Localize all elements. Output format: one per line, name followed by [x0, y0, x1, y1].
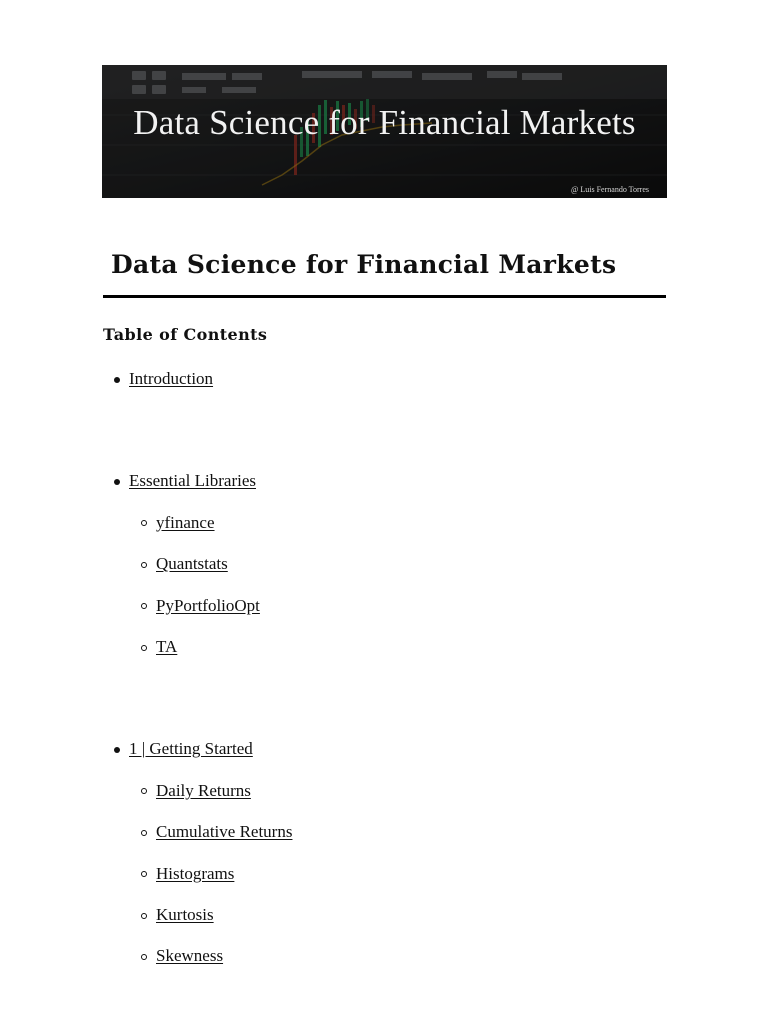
toc-item-introduction — [129, 369, 213, 389]
toc-heading: Table of Contents — [103, 325, 268, 344]
toc-subitem-kurtosis — [156, 905, 214, 925]
toc-link-yfinance[interactable]: yfinance — [156, 513, 215, 532]
bullet-circle-icon — [141, 913, 147, 919]
toc-link-essential-libraries[interactable]: Essential Libraries — [129, 471, 256, 490]
banner-credit: @ Luis Fernando Torres — [571, 185, 649, 194]
toc-link-getting-started[interactable]: 1 | Getting Started — [129, 739, 253, 758]
bullet-circle-icon — [141, 954, 147, 960]
toc-link-ta[interactable]: TA — [156, 637, 178, 656]
toc-item-getting-started — [129, 739, 253, 759]
banner-title: Data Science for Financial Markets — [133, 103, 636, 142]
toc-link-pyportfolioopt[interactable]: PyPortfolioOpt — [156, 596, 260, 615]
toc-link-histograms[interactable]: Histograms — [156, 864, 235, 883]
bullet-circle-icon — [141, 830, 147, 836]
bullet-circle-icon — [141, 562, 147, 568]
toc-link-cumulative-returns[interactable]: Cumulative Returns — [156, 822, 293, 841]
toc-subitem-yfinance — [156, 513, 215, 533]
toc-link-skewness[interactable]: Skewness — [156, 946, 224, 965]
title-divider — [103, 295, 666, 298]
header-banner-image — [102, 65, 667, 198]
toc-item-essential-libraries — [129, 471, 256, 491]
bullet-disc-icon — [114, 377, 120, 383]
toc-subitem-histograms — [156, 864, 234, 884]
toc-link-introduction[interactable]: Introduction — [129, 369, 214, 388]
bullet-circle-icon — [141, 645, 147, 651]
bullet-circle-icon — [141, 788, 147, 794]
toc-link-quantstats[interactable]: Quantstats — [156, 554, 228, 573]
toc-subitem-quantstats — [156, 554, 228, 574]
bullet-circle-icon — [141, 520, 147, 526]
toc-link-kurtosis[interactable]: Kurtosis — [156, 905, 214, 924]
bullet-disc-icon — [114, 479, 120, 485]
toc-subitem-ta — [156, 637, 177, 657]
bullet-disc-icon — [114, 747, 120, 753]
toc-link-daily-returns[interactable]: Daily Returns — [156, 781, 251, 800]
toc-subitem-pyportfolioopt — [156, 596, 260, 616]
bullet-circle-icon — [141, 603, 147, 609]
page-title: Data Science for Financial Markets — [111, 250, 617, 279]
toc-subitem-cumulative-returns — [156, 822, 292, 842]
toc-subitem-skewness — [156, 946, 223, 966]
toc-subitem-daily-returns — [156, 781, 251, 801]
bullet-circle-icon — [141, 871, 147, 877]
